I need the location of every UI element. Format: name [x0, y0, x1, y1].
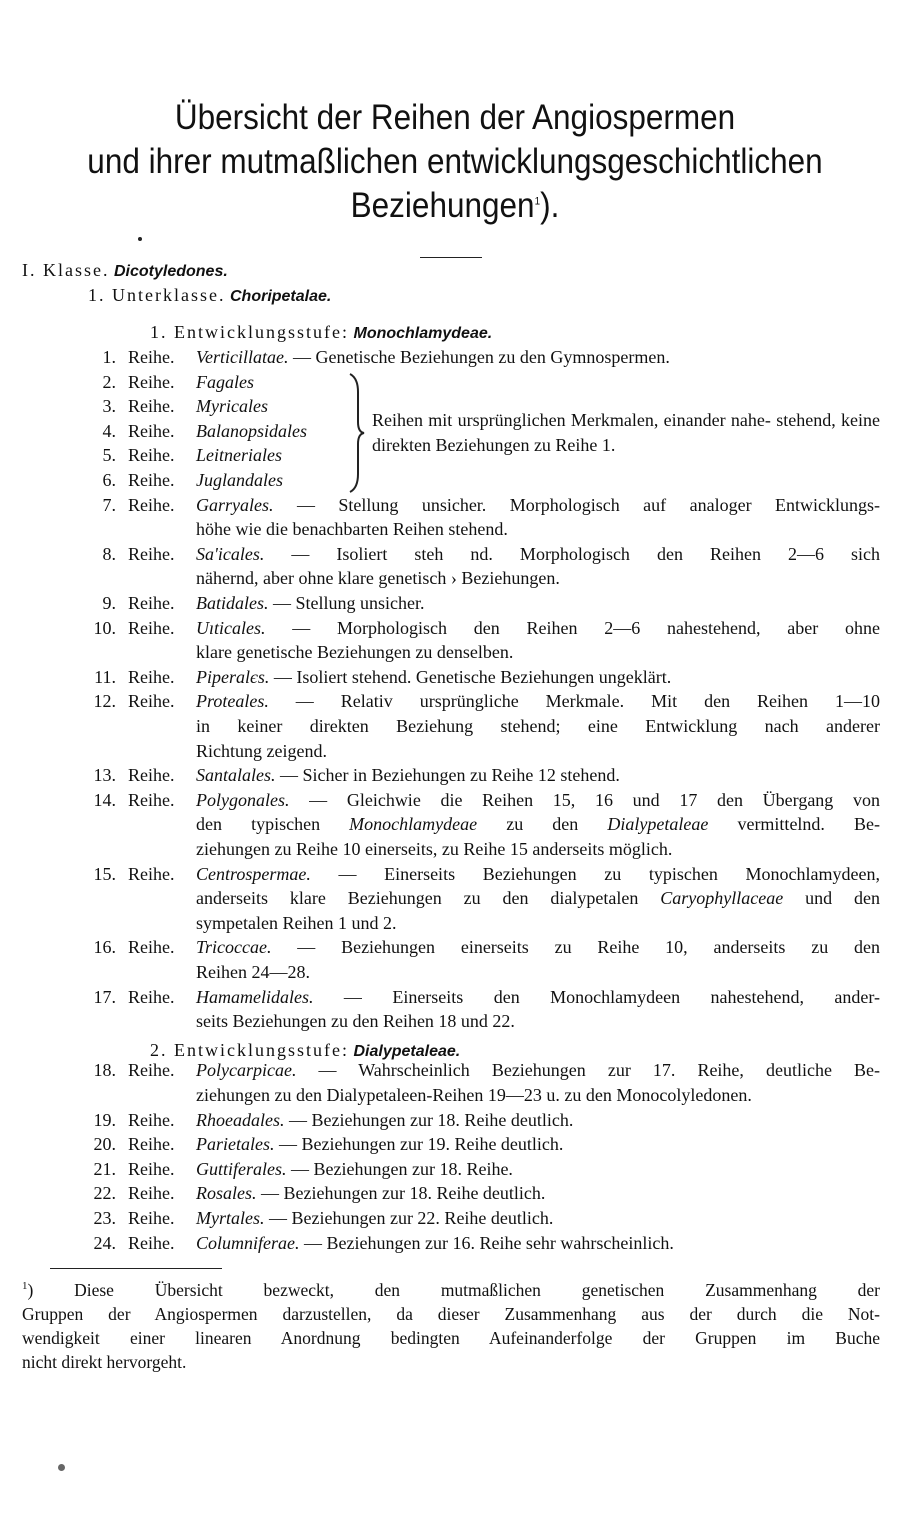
reihe-name: Columniferae. — [196, 1232, 300, 1253]
title-line-3 — [46, 184, 865, 228]
reihe-name: Tricoccae. — [196, 937, 272, 958]
brace-note-text: Reihen mit ursprünglichen Merkmalen, einander nahe- stehend, keine direkten Beziehungen zu Reihe 1. — [372, 410, 880, 455]
reihe-line — [196, 788, 880, 813]
reihe-continuation: seits Beziehungen zu den Reihen 18 und 22. — [196, 1011, 515, 1032]
reihe-name: Centrospermae. — [196, 863, 311, 884]
reihe-line — [196, 1108, 573, 1133]
reihe-word: Reihe. — [128, 666, 175, 687]
unterklasse-label: 1. Unterklasse. — [88, 285, 226, 305]
reihe-word: Reihe. — [128, 1060, 175, 1081]
reihe-line — [196, 1157, 513, 1182]
reihe-line — [196, 689, 880, 714]
reihe-word: Reihe. — [128, 1158, 175, 1179]
reihe-number: 14. — [93, 789, 116, 810]
reihe-line — [196, 493, 880, 518]
reihe-line — [196, 763, 620, 788]
reihe-word: Reihe. — [128, 765, 175, 786]
reihe-line — [196, 1132, 563, 1157]
reihe-number: 13. — [93, 765, 116, 786]
reihe-number: 8. — [102, 543, 116, 564]
reihe-line — [196, 591, 425, 616]
reihe-word: Reihe. — [128, 445, 175, 466]
reihe-number: 20. — [93, 1134, 116, 1155]
reihe-name: Myricales — [196, 396, 268, 417]
reihe-continuation: ziehungen zu den Dialypetaleen-Reihen 19—23 u. zu den Monocolyledonen. — [196, 1085, 752, 1105]
reihe-name: Santalales. — [196, 765, 276, 786]
reihe-line — [196, 985, 880, 1010]
reihe-name: Myrtales. — [196, 1208, 265, 1228]
reihe-word: Reihe. — [128, 691, 175, 712]
reihe-word: Reihe. — [128, 1232, 175, 1253]
reihe-line — [196, 1058, 880, 1083]
reihe-name: Hamamelidales. — [196, 986, 314, 1007]
reihe-number: 1. — [102, 347, 116, 367]
reihe-name: Balanopsidales — [196, 420, 307, 441]
reihe-text: — Beziehungen einerseits zu Reihe 10, anderseits zu den — [271, 937, 880, 958]
reihe-continuation: Richtung zeigend. — [196, 740, 327, 761]
reihe-line — [196, 345, 670, 370]
reihe-name: Uıticales. — [196, 617, 266, 638]
speck-dot — [138, 237, 142, 241]
reihe-word: Reihe. — [128, 543, 175, 564]
reihe-line — [196, 468, 283, 493]
reihe-word: Reihe. — [128, 1134, 175, 1155]
reihe-continuation: höhe wie die benachbarten Reihen stehend. — [196, 519, 508, 540]
stufe2-name: Dialypetaleae. — [353, 1043, 461, 1060]
reihe-word: Reihe. — [128, 937, 175, 958]
brace-icon — [346, 372, 366, 494]
footnote-rule — [50, 1268, 222, 1269]
reihe-line — [196, 443, 282, 468]
reihe-number: 10. — [93, 617, 116, 638]
unterklasse-name: Choripetalae. — [229, 288, 332, 305]
reihe-word: Reihe. — [128, 1208, 175, 1228]
title-line-3-end: ). — [540, 186, 560, 225]
reihe-word: Reihe. — [128, 1109, 175, 1130]
reihe-name: Garryales. — [196, 494, 274, 515]
reihe-number: 12. — [93, 691, 116, 712]
reihe-text: — Einerseits Beziehungen zu typischen Monochlamydeen, — [310, 863, 880, 884]
reihe-name: Piperalєs. — [196, 666, 270, 687]
reihe-line — [196, 616, 880, 641]
reihe-text: — Beziehungen zur 16. Reihe sehr wahrscheinlich. — [299, 1232, 674, 1253]
title-line-1: Übersicht der Reihen der Angiospermen — [174, 98, 736, 137]
reihe-line — [196, 419, 307, 444]
stufe1-label: 1. Entwicklungsstufe: — [150, 322, 349, 342]
reihe-word: Reihe. — [128, 494, 175, 515]
reihe-word: Reihe. — [128, 371, 175, 392]
reihe-word: Reihe. — [128, 470, 175, 490]
reihe-continuation: anderseits klare Beziehungen zu den dialypetalen Caryophyllaceae und den — [196, 888, 880, 909]
reihe-text: — Relativ ursprüngliche Merkmale. Mit den Reihen 1—10 — [268, 691, 880, 712]
reihe-line — [196, 935, 880, 960]
reihe-number: 22. — [93, 1183, 116, 1204]
reihe-name: Leitneriales — [196, 445, 282, 466]
reihe-word: Reihe. — [128, 1183, 175, 1204]
reihe-number: 17. — [93, 986, 116, 1007]
reihe-line — [196, 1206, 553, 1231]
speck-dot — [58, 1464, 65, 1471]
reihe-text: — Wahrscheinlich Beziehungen zur 17. Reihe, deutliche Be- — [296, 1060, 880, 1081]
reihe-name: Rosales. — [196, 1183, 257, 1204]
reihe-word: Reihe. — [128, 347, 175, 367]
reihe-continuation: den typischen Monochlamydeae zu den Dialypetaleae vermittelnd. Be- — [196, 814, 881, 835]
reihe-name: Fagales — [196, 371, 254, 392]
reihe-continuation: klare genetische Beziehungen zu denselben. — [196, 642, 514, 663]
reihe-name: Guttiferales. — [196, 1158, 287, 1179]
reihe-number: 3. — [102, 396, 116, 417]
title-line-3-text: Beziehungen — [350, 186, 535, 225]
reihe-word: Reihe. — [128, 420, 175, 441]
reihe-number: 15. — [93, 863, 116, 884]
klasse-label: I. Klasse. — [22, 260, 110, 280]
reihe-word: Reihe. — [128, 986, 175, 1007]
reihe-text: — Beziehungen zur 19. Reihe deutlich. — [274, 1134, 564, 1155]
reihe-number: 2. — [102, 371, 116, 392]
reihe-word: Reihe. — [128, 593, 175, 613]
reihe-line — [196, 370, 254, 395]
footnote-line-4: nicht direkt hervorgeht. — [22, 1352, 187, 1372]
title-line-2: und ihrer mutmaßlichen entwicklungsgeschichtlichen — [87, 142, 823, 181]
reihe-number: 23. — [93, 1208, 116, 1228]
footnote-line-3: wendigkeit einer linearen Anordnung bedingten Aufeinanderfolge der Gruppen im Buche — [22, 1328, 880, 1348]
reihe-text: — Beziehungen zur 18. Reihe. — [286, 1158, 513, 1179]
reihe-number: 16. — [93, 937, 116, 958]
reihe-line — [196, 862, 880, 887]
reihe-text: — Gleichwie die Reihen 15, 16 und 17 den Übergang von — [289, 789, 880, 810]
reihe-number: 5. — [102, 445, 116, 466]
klasse-name: Dicotyledones. — [113, 263, 228, 280]
reihe-text: — Sicher in Beziehungen zu Reihe 12 stehend. — [275, 765, 620, 786]
title-rule — [420, 257, 482, 258]
stufe1-name: Monochlamydeae. — [353, 325, 493, 342]
brace-note — [372, 408, 880, 457]
reihe-text: — Morphologisch den Reihen 2—6 nahestehend, aber ohne — [265, 617, 880, 638]
reihe-name: Proteales. — [196, 691, 269, 712]
reihe-word: Reihe. — [128, 863, 175, 884]
reihe-line — [196, 542, 880, 567]
reihe-number: 11. — [94, 666, 116, 687]
reihe-name: Verticillatae. — [196, 347, 289, 367]
page-title — [46, 96, 865, 228]
reihe-name: Sa'icales. — [196, 543, 265, 564]
reihe-number: 6. — [102, 470, 116, 490]
reihe-name: Juglandales — [196, 470, 283, 490]
reihe-text: — Isoliert stehend. Genetische Beziehungen ungeklärt. — [269, 666, 672, 687]
reihe-number: 24. — [93, 1232, 116, 1253]
reihe-text: — Isoliert steh nd. Morphologisch den Reihen 2—6 sich — [264, 543, 880, 564]
reihe-line — [196, 1231, 674, 1256]
reihe-word: Reihe. — [128, 617, 175, 638]
reihe-line — [196, 1181, 545, 1206]
stufe1-heading — [150, 320, 492, 347]
reihe-text: — Stellung unsicher. — [268, 593, 425, 613]
reihe-name: Batidales. — [196, 593, 269, 613]
reihe-number: 9. — [102, 593, 116, 613]
reihe-number: 18. — [93, 1060, 116, 1081]
reihe-continuation: Reihen 24—28. — [196, 962, 310, 982]
reihe-text: — Beziehungen zur 22. Reihe deutlich. — [264, 1208, 554, 1228]
reihe-number: 19. — [93, 1109, 116, 1130]
reihe-name: Rhoeadales. — [196, 1109, 285, 1130]
footnote-line-2: Gruppen der Angiospermen darzustellen, da dieser Zusammenhang aus der durch die Not- — [22, 1304, 880, 1324]
reihe-name: Parietales. — [196, 1134, 275, 1155]
reihe-number: 4. — [102, 420, 116, 441]
reihe-continuation: sympetalen Reihen 1 und 2. — [196, 912, 397, 933]
reihe-continuation: in keiner direkten Beziehung stehend; eine Entwicklung nach anderer — [196, 716, 880, 736]
footnote — [22, 1278, 880, 1374]
reihe-text: — Stellung unsicher. Morphologisch auf analoger Entwicklungs- — [273, 494, 880, 515]
reihe-text: — Beziehungen zur 18. Reihe deutlich. — [256, 1183, 546, 1204]
reihe-line — [196, 394, 268, 419]
reihe-word: Reihe. — [128, 396, 175, 417]
reihe-continuation: nähernd, aber ohne klare genetisch › Beziehungen. — [196, 568, 560, 589]
reihe-name: Polycarpicae. — [196, 1060, 297, 1081]
reihe-word: Reihe. — [128, 789, 175, 810]
reihe-continuation: ziehungen zu Reihe 10 einerseits, zu Reihe 15 anderseits möglich. — [196, 839, 673, 859]
reihe-text: — Beziehungen zur 18. Reihe deutlich. — [284, 1109, 574, 1130]
reihe-text: — Einerseits den Monochlamydeen nahestehend, ander- — [313, 986, 880, 1007]
footnote-mark: 1 — [22, 1280, 28, 1293]
reihe-number: 21. — [93, 1158, 116, 1179]
reihe-number: 7. — [102, 494, 116, 515]
footnote-line-1: $^1$) Diese Übersicht bezweckt, den mutmaßlichen genetischen Zusammenhang der — [22, 1280, 880, 1300]
reihe-name: Polygonales. — [196, 789, 290, 810]
reihe-line — [196, 665, 671, 690]
stufe2-label: 2. Entwicklungsstufe: — [150, 1040, 349, 1060]
reihe-text: — Genetische Beziehungen zu den Gymnospermen. — [288, 347, 670, 367]
unterklasse-heading — [88, 283, 331, 310]
klasse-heading — [22, 258, 228, 285]
title-footnote-mark: 1 — [534, 195, 541, 208]
